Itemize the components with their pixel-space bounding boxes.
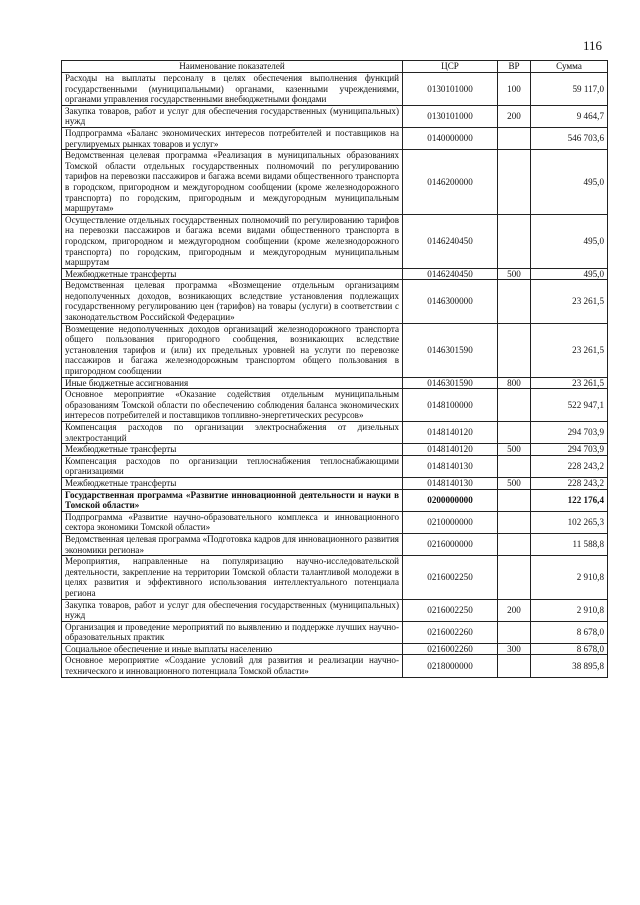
cell-csr: 0130101000 [403,105,498,127]
table-row [62,643,608,655]
table-row [62,73,608,106]
cell-sum: 102 265,3 [531,511,608,533]
cell-csr: 0218000000 [403,655,498,677]
table-row [62,556,608,599]
cell-name: Компенсация расходов по организации электроснабжения от дизельных электростанций [62,422,403,444]
cell-name: Мероприятия, направленные на популяризацию научно-исследовательской деятельности, закрепление на территории Томской области талантливой молодежи в целях развития и эффективного использования интеллектуального потенциала региона [62,556,403,599]
table-row [62,150,608,215]
cell-sum: 8 678,0 [531,621,608,643]
cell-name: Компенсация расходов по организации теплоснабжения теплоснабжающими организациями [62,455,403,477]
cell-name: Осуществление отдельных государственных полномочий по регулированию тарифов на перевозки пассажиров и багажа всеми видами общественного транспорта в городском, пригородном и междугородном сообщении (кроме железнодорожного транспорта) по городским, пригородным и междугородным муниципальным маршрутам [62,214,403,268]
table-row [62,455,608,477]
cell-vr [498,280,531,323]
cell-csr: 0140000000 [403,127,498,149]
cell-csr: 0148140130 [403,455,498,477]
cell-vr [498,422,531,444]
header-name: Наименование показателей [62,61,403,73]
cell-sum: 59 117,0 [531,73,608,106]
table-row [62,105,608,127]
cell-sum: 9 464,7 [531,105,608,127]
cell-sum: 495,0 [531,268,608,280]
cell-name: Ведомственная целевая программа «Подготовка кадров для инновационного развития экономики региона» [62,533,403,555]
cell-vr: 800 [498,377,531,389]
cell-sum: 23 261,5 [531,323,608,377]
table-row [62,214,608,268]
cell-name: Государственная программа «Развитие инновационной деятельности и науки в Томской области» [62,489,403,511]
table-row [62,511,608,533]
cell-vr [498,323,531,377]
cell-csr: 0216000000 [403,533,498,555]
cell-vr [498,489,531,511]
table-row [62,377,608,389]
cell-sum: 228 243,2 [531,477,608,489]
cell-name: Закупка товаров, работ и услуг для обеспечения государственных (муниципальных) нужд [62,599,403,621]
cell-sum: 23 261,5 [531,280,608,323]
cell-csr: 0216002260 [403,643,498,655]
cell-vr [498,621,531,643]
cell-csr: 0148100000 [403,389,498,422]
table-row [62,323,608,377]
cell-vr [498,556,531,599]
cell-vr [498,150,531,215]
cell-csr: 0146301590 [403,377,498,389]
header-vr: ВР [498,61,531,73]
budget-table [61,60,608,678]
cell-csr: 0146300000 [403,280,498,323]
cell-sum: 2 910,8 [531,556,608,599]
cell-csr: 0148140120 [403,444,498,456]
cell-name: Подпрограмма «Развитие научно-образовательного комплекса и инновационного сектора экономики Томской области» [62,511,403,533]
cell-name: Межбюджетные трансферты [62,477,403,489]
cell-name: Ведомственная целевая программа «Реализация в муниципальных образованиях Томской области отдельных государственных полномочий по регулированию тарифов на перевозки пассажиров и багажа всеми видами общественного транспорта в городском, пригородном и междугородном сообщении (кроме железнодорожного транспорта) по городским, пригородным и междугородным муниципальным маршрутам» [62,150,403,215]
cell-vr [498,455,531,477]
cell-csr: 0216002250 [403,599,498,621]
cell-sum: 11 588,8 [531,533,608,555]
cell-csr: 0146240450 [403,214,498,268]
table-row [62,533,608,555]
table-row [62,599,608,621]
cell-name: Организация и проведение мероприятий по выявлению и поддержке лучших научно-образовательных практик [62,621,403,643]
cell-csr: 0148140130 [403,477,498,489]
cell-vr: 300 [498,643,531,655]
cell-csr: 0200000000 [403,489,498,511]
cell-name: Возмещение недополученных доходов организаций железнодорожного транспорта общего пользования пригородного сообщения, возникающих вследствие установления тарифов и (или) их предельных уровней на услуги по перевозке пассажиров и багажа железнодорожным транспортом общего пользования в пригородном сообщении [62,323,403,377]
cell-vr: 500 [498,477,531,489]
cell-vr: 100 [498,73,531,106]
cell-sum: 546 703,6 [531,127,608,149]
table-row [62,444,608,456]
cell-sum: 23 261,5 [531,377,608,389]
cell-csr: 0146301590 [403,323,498,377]
cell-sum: 495,0 [531,214,608,268]
cell-csr: 0146240450 [403,268,498,280]
table-row [62,655,608,677]
header-sum: Сумма [531,61,608,73]
cell-name: Подпрограмма «Баланс экономических интересов потребителей и поставщиков на регулируемых рынках товаров и услуг» [62,127,403,149]
table-row [62,389,608,422]
cell-name: Основное мероприятие «Создание условий для развития и реализации научно-технического и инновационного потенциала Томской области» [62,655,403,677]
cell-sum: 294 703,9 [531,444,608,456]
table-row [62,489,608,511]
header-csr: ЦСР [403,61,498,73]
cell-csr: 0130101000 [403,73,498,106]
cell-vr [498,214,531,268]
table-row [62,268,608,280]
cell-vr [498,533,531,555]
cell-sum: 8 678,0 [531,643,608,655]
cell-name: Расходы на выплаты персоналу в целях обеспечения выполнения функций государственными (муниципальными) органами, казенными учреждениями, органами управления государственными внебюджетными фондами [62,73,403,106]
table-body [62,73,608,678]
cell-csr: 0148140120 [403,422,498,444]
cell-name: Основное мероприятие «Оказание содействия отдельным муниципальным образованиям Томской области по обеспечению соблюдения баланса экономических интересов потребителей и поставщиков топливно-энергетических ресурсов» [62,389,403,422]
cell-vr [498,655,531,677]
cell-sum: 122 176,4 [531,489,608,511]
table-row [62,280,608,323]
table-row [62,127,608,149]
cell-name: Ведомственная целевая программа «Возмещение отдельным организациям недополученных доходов, возникающих вследствие установления подлежащих государственному регулированию цен (тарифов) на товары (услуги) в соответствии с законодательством Российской Федерации» [62,280,403,323]
cell-vr [498,389,531,422]
cell-vr: 200 [498,599,531,621]
cell-vr: 500 [498,268,531,280]
table-row [62,477,608,489]
cell-name: Межбюджетные трансферты [62,444,403,456]
cell-sum: 495,0 [531,150,608,215]
cell-vr: 500 [498,444,531,456]
table-row [62,422,608,444]
page-number: 116 [583,38,603,53]
cell-csr: 0216002250 [403,556,498,599]
cell-vr [498,127,531,149]
cell-vr: 200 [498,105,531,127]
cell-sum: 38 895,8 [531,655,608,677]
cell-name: Социальное обеспечение и иные выплаты населению [62,643,403,655]
cell-name: Межбюджетные трансферты [62,268,403,280]
cell-csr: 0146200000 [403,150,498,215]
cell-name: Иные бюджетные ассигнования [62,377,403,389]
cell-csr: 0216002260 [403,621,498,643]
cell-sum: 522 947,1 [531,389,608,422]
cell-csr: 0210000000 [403,511,498,533]
cell-name: Закупка товаров, работ и услуг для обеспечения государственных (муниципальных) нужд [62,105,403,127]
cell-sum: 2 910,8 [531,599,608,621]
cell-sum: 294 703,9 [531,422,608,444]
cell-vr [498,511,531,533]
table-header-row [62,61,608,73]
cell-sum: 228 243,2 [531,455,608,477]
table-row [62,621,608,643]
